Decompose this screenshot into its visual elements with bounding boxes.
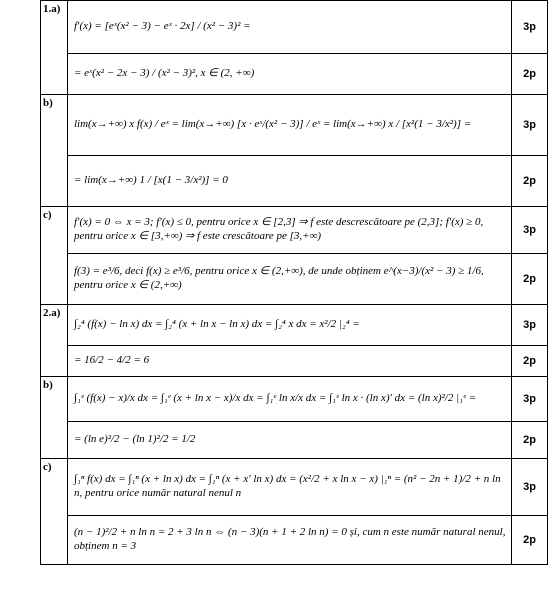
points-badge: 2p [511,156,547,206]
item-label: c) [41,207,68,305]
math-text: lim(x→+∞) x f(x) / eˣ = lim(x→+∞) [x · eˣ/(x² − 3)] / eˣ = lim(x→+∞) x / [x²(1 − 3/x²)] = [74,118,472,131]
table-row [41,377,548,459]
table-row [41,459,548,565]
math-text: = (ln e)²/2 − (ln 1)²/2 = 1/2 [74,433,196,446]
item-body [68,207,548,305]
solution-line [68,207,547,254]
item-label: 2.a) [41,305,68,377]
item-body [68,377,548,459]
math-text: ∫₁ᵉ (f(x) − x)/x dx = ∫₁ᵉ (x + ln x − x)/x dx = ∫₁ᵉ ln x/x dx = ∫₁ᵉ ln x · (ln x)′ dx = (ln x)²/2 |₁ᵉ = [74,392,477,405]
solution-line [68,95,547,156]
item-body [68,459,548,565]
solution-line [68,516,547,564]
math-text: f′(x) = 0 ⇔ x = 3; f′(x) ≤ 0, pentru orice x ∈ [2,3] ⇒ f este descrescătoare pe (2,3]; f′(x) ≥ 0, pentru orice x ∈ [3,+∞) ⇒ f este crescătoare pe [3,+∞) [74,216,484,242]
item-label: b) [41,95,68,207]
item-label: 1.a) [41,1,68,95]
table-row [41,95,548,207]
table-row [41,305,548,377]
points-badge: 2p [511,254,547,304]
math-text: f′(x) = [eˣ(x² − 3) − eˣ · 2x] / (x² − 3)² = [74,20,251,33]
points-badge: 3p [511,95,547,155]
grading-table [40,0,548,565]
points-badge: 2p [511,422,547,458]
points-badge: 2p [511,54,547,94]
solution-line [68,1,547,54]
points-badge: 3p [511,459,547,515]
solution-line [68,54,547,94]
points-badge: 3p [511,1,547,53]
points-badge: 2p [511,346,547,376]
math-text: ∫₂⁴ (f(x) − ln x) dx = ∫₂⁴ (x + ln x − ln x) dx = ∫₂⁴ x dx = x²/2 |₂⁴ = [74,318,360,331]
solution-line [68,346,547,376]
solution-line [68,377,547,422]
math-text: = lim(x→+∞) 1 / [x(1 − 3/x²)] = 0 [74,174,228,187]
math-text: ∫₁ⁿ f(x) dx = ∫₁ⁿ (x + ln x) dx = ∫₁ⁿ (x + x′ ln x) dx = (x²/2 + x ln x − x) |₁ⁿ = (n² − 2n + 1)/2 + n ln n, pentru orice număr natural nenul n [74,473,501,499]
points-badge: 2p [511,516,547,564]
item-body [68,95,548,207]
points-badge: 3p [511,305,547,345]
solution-line [68,305,547,346]
table-row [41,207,548,305]
points-badge: 3p [511,207,547,253]
math-text: = eˣ(x² − 2x − 3) / (x² − 3)², x ∈ (2, +∞) [74,67,255,80]
solution-line [68,459,547,516]
item-body [68,1,548,95]
table-row [41,1,548,95]
item-body [68,305,548,377]
math-text: f(3) = e³/6, deci f(x) ≥ e³/6, pentru orice x ∈ (2,+∞), de unde obținem e^(x−3)/(x² − 3) ≥ 1/6, pentru orice x ∈ (2,+∞) [74,265,484,291]
solution-line [68,422,547,458]
math-text: (n − 1)²/2 + n ln n = 2 + 3 ln n ⇔ (n − 3)(n + 1 + 2 ln n) = 0 și, cum n este număr natural nenul, obținem n = 3 [74,526,506,552]
item-label: c) [41,459,68,565]
item-label: b) [41,377,68,459]
points-badge: 3p [511,377,547,421]
solution-line [68,254,547,304]
solution-line [68,156,547,206]
math-text: = 16/2 − 4/2 = 6 [74,354,150,367]
